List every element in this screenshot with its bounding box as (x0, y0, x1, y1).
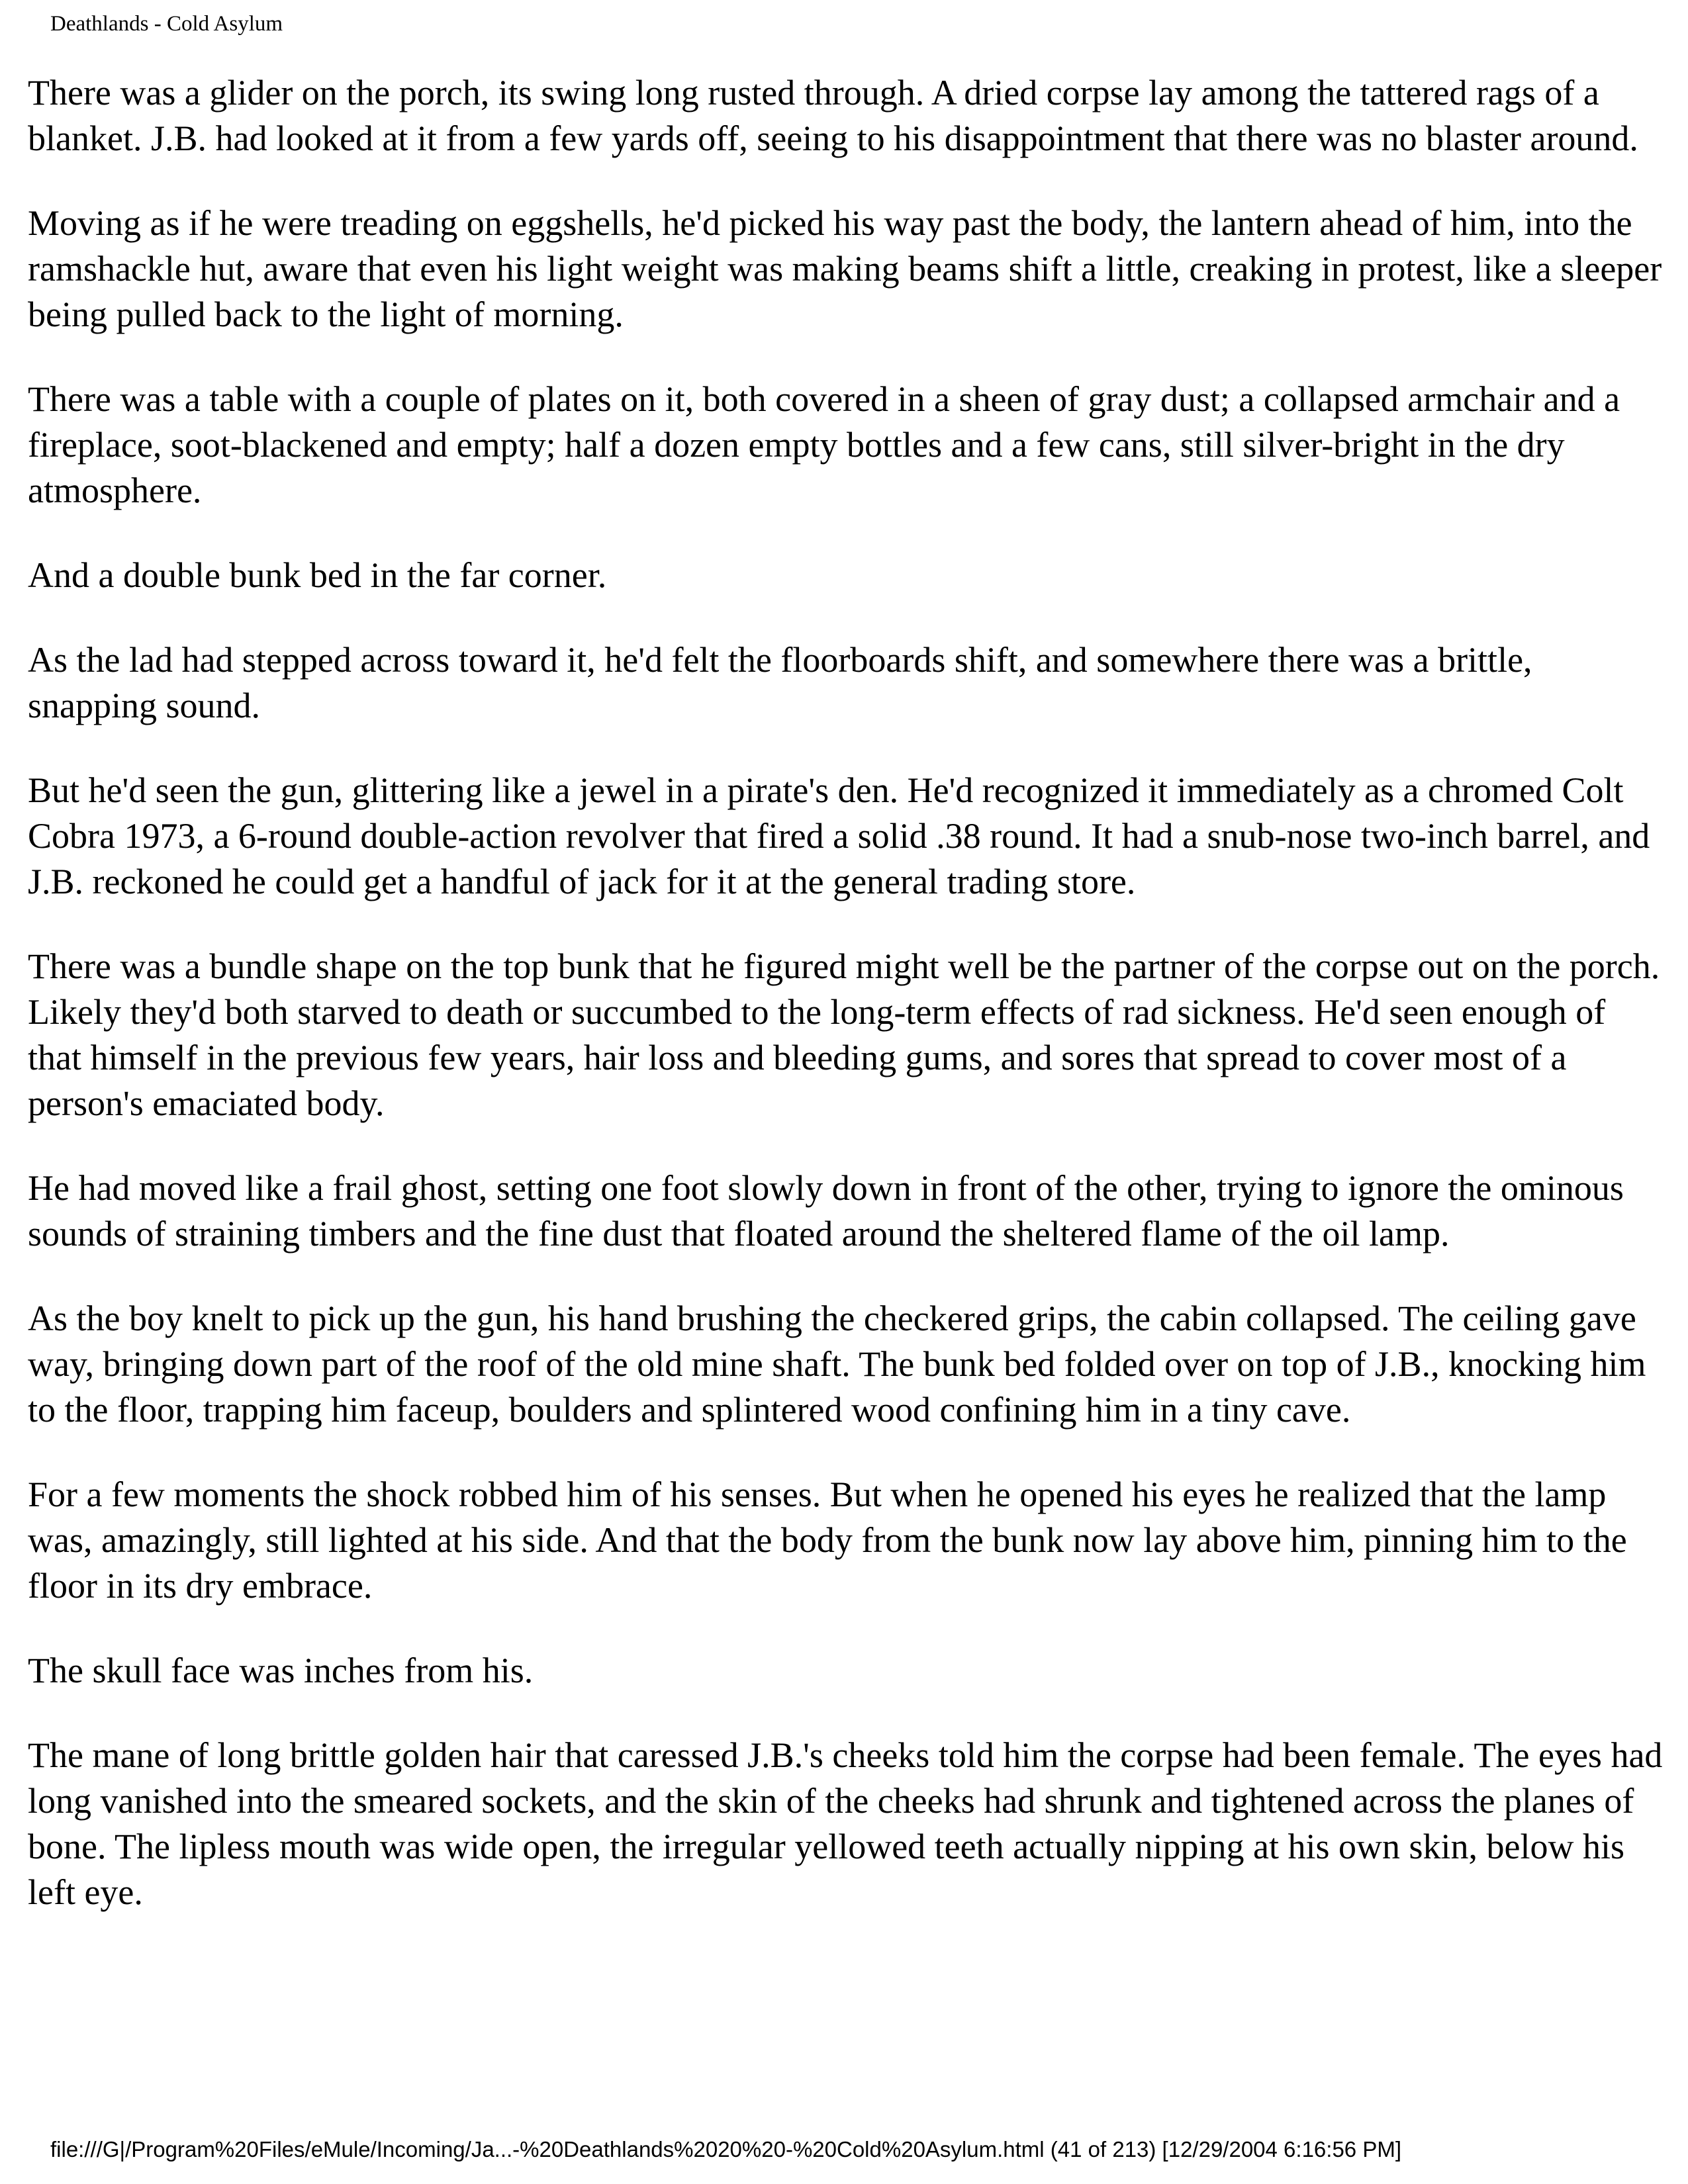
paragraph: Moving as if he were treading on eggshells, he'd picked his way past the body, the lantern ahead of him, into the ramshackle hut, aware that even his light weight was making beams shift a little, creaking in protest, like a sleeper being pulled back to the light of morning. (28, 203, 1662, 334)
paragraph: And a double bunk bed in the far corner. (28, 555, 607, 595)
document-body (28, 70, 1663, 1954)
paragraph: As the lad had stepped across toward it, he'd felt the floorboards shift, and somewhere there was a brittle, snapping sound. (28, 640, 1532, 725)
page-header-title: Deathlands - Cold Asylum (50, 12, 283, 36)
paragraph: But he'd seen the gun, glittering like a jewel in a pirate's den. He'd recognized it immediately as a chromed Colt Cobra 1973, a 6-round double-action revolver that fired a solid .38 round. It had a snub-nose two-inch barrel, and J.B. reckoned he could get a handful of jack for it at the general trading store. (28, 770, 1650, 901)
paragraph: As the boy knelt to pick up the gun, his hand brushing the checkered grips, the cabin collapsed. The ceiling gave way, bringing down part of the roof of the old mine shaft. The bunk bed folded over on top of J.B., knocking him to the floor, trapping him faceup, boulders and splintered wood confining him in a tiny cave. (28, 1298, 1646, 1430)
paragraph: There was a table with a couple of plates on it, both covered in a sheen of gray dust; a collapsed armchair and a fireplace, soot-blackened and empty; half a dozen empty bottles and a few cans, still silver-bright in the dry atmosphere. (28, 379, 1620, 510)
paragraph: The skull face was inches from his. (28, 1651, 534, 1690)
paragraph: There was a glider on the porch, its swing long rusted through. A dried corpse lay among the tattered rags of a blanket. J.B. had looked at it from a few yards off, seeing to his disappointment that there was no blaster around. (28, 73, 1638, 158)
paragraph: He had moved like a frail ghost, setting one foot slowly down in front of the other, trying to ignore the ominous sounds of straining timbers and the fine dust that floated around the sheltered flame of the oil lamp. (28, 1168, 1624, 1253)
paragraph: The mane of long brittle golden hair that caressed J.B.'s cheeks told him the corpse had been female. The eyes had long vanished into the smeared sockets, and the skin of the cheeks had shrunk and tightened across the planes of bone. The lipless mouth was wide open, the irregular yellowed teeth actually nipping at his own skin, below his left eye. (28, 1735, 1663, 1912)
paragraph: There was a bundle shape on the top bunk that he figured might well be the partner of the corpse out on the porch. Likely they'd both starved to death or succumbed to the long-term effects of rad sickness. He'd seen enough of that himself in the previous few years, hair loss and bleeding gums, and sores that spread to cover most of a person's emaciated body. (28, 946, 1660, 1123)
page-footer-file-path: file:///G|/Program%20Files/eMule/Incoming/Ja...-%20Deathlands%2020%20-%20Cold%20Asylum.html (41 of 213) [12/29/2004 6:16:56 PM] (50, 2137, 1401, 2161)
paragraph: For a few moments the shock robbed him of his senses. But when he opened his eyes he realized that the lamp was, amazingly, still lighted at his side. And that the body from the bunk now lay above him, pinning him to the floor in its dry embrace. (28, 1475, 1627, 1606)
